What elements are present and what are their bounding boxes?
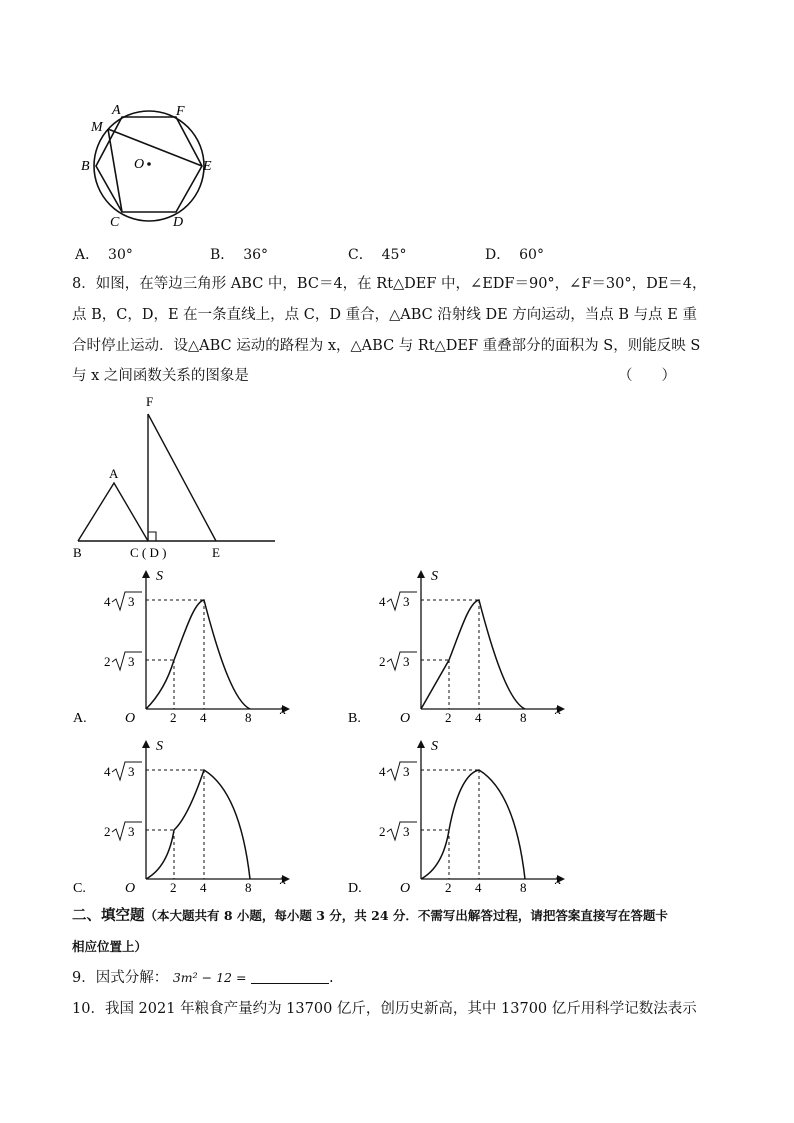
graph-option-label: B. [348, 711, 361, 726]
q8-label-CD: C ( D ) [130, 545, 167, 560]
q7-label-M: M [91, 120, 103, 135]
ylabel-4: 4 [379, 764, 386, 779]
graph-curve [421, 600, 525, 709]
q7-label-C: C [110, 215, 120, 230]
q9-suffix: . [329, 970, 334, 986]
origin-O: O [400, 711, 411, 726]
radicand-3: 3 [403, 654, 410, 669]
radicand-3: 3 [403, 594, 410, 609]
ylabel-2: 2 [379, 824, 386, 839]
ylabel-4: 4 [104, 764, 111, 779]
axis-S: S [156, 569, 163, 584]
q7-label-E: E [203, 159, 212, 174]
option-label: C． [348, 247, 373, 263]
graph-curve [146, 600, 250, 709]
q8-label-A: A [109, 466, 119, 481]
ylabel-4: 4 [379, 594, 386, 609]
radical-sign [112, 592, 142, 610]
option-value: 30° [108, 247, 133, 263]
q8-label-B: B [73, 545, 82, 560]
ylabel-2: 2 [104, 654, 111, 669]
radical-sign [112, 652, 142, 670]
graph-option-label: A. [73, 711, 87, 726]
q9 [72, 968, 334, 988]
option-value: 45° [381, 247, 407, 263]
q8-label-E: E [212, 545, 220, 560]
q8-triangle-figure [70, 392, 280, 564]
q8-line-3: 合时停止运动．设△ABC 运动的路程为 x，△ABC 与 Rt△DEF 重叠部分的面积为 S，则能反映 S [72, 338, 701, 354]
q10-line-1: 10．我国 2021 年粮食产量约为 13700 亿斤，创历史新高，其中 13700 亿斤用科学记数法表示 [72, 1001, 697, 1017]
radicand-3: 3 [128, 594, 135, 609]
q8-line-2: 点 B，C，D，E 在一条直线上，点 C，D 重合，△ABC 沿射线 DE 方向运动，当点 B 与点 E 重 [72, 307, 697, 323]
ylabel-2: 2 [104, 824, 111, 839]
q7-label-A: A [112, 103, 121, 118]
tick-8: 8 [245, 880, 252, 895]
option-label: D． [485, 247, 511, 263]
tick-4: 4 [475, 710, 482, 725]
q7-label-B: B [81, 159, 90, 174]
tick-2: 2 [170, 710, 177, 725]
radicand-3: 3 [128, 764, 135, 779]
ylabel-4: 4 [104, 594, 111, 609]
section-2-header [72, 906, 668, 926]
tick-4: 4 [200, 710, 207, 725]
radical-sign [387, 762, 417, 780]
q8-graph-b [345, 562, 575, 732]
q9-expression: 3m² − 12 = [172, 970, 247, 985]
q8-line-4: 与 x 之间函数关系的图象是 [72, 368, 249, 384]
section-2-desc-2: 相应位置上） [72, 939, 148, 954]
axis-x: x [280, 703, 287, 718]
ylabel-2: 2 [379, 654, 386, 669]
option-value: 60° [519, 247, 544, 263]
tick-2: 2 [445, 710, 452, 725]
q8-line-1: 8．如图，在等边三角形 ABC 中，BC＝4，在 Rt△DEF 中，∠EDF＝90°，∠F＝30°，DE＝4， [72, 276, 707, 292]
radicand-3: 3 [128, 824, 135, 839]
q7-label-D: D [173, 215, 184, 230]
origin-O: O [125, 881, 136, 896]
graph-curve [146, 770, 250, 879]
axis-x: x [280, 873, 287, 888]
axis-x: x [555, 703, 562, 718]
option-label: B． [210, 247, 235, 263]
origin-O: O [400, 881, 411, 896]
q7-label-F: F [176, 104, 185, 119]
graph-guides [146, 770, 204, 879]
q8-graph-a [70, 562, 300, 732]
option-value: 36° [243, 247, 269, 263]
graph-curve [421, 770, 525, 879]
radicand-3: 3 [403, 824, 410, 839]
tick-4: 4 [200, 880, 207, 895]
q7-option-b [210, 244, 268, 264]
graph-option-label: D. [348, 881, 362, 896]
radical-sign [387, 822, 417, 840]
tick-2: 2 [445, 880, 452, 895]
radical-sign [112, 762, 142, 780]
graph-option-label: C. [73, 881, 86, 896]
radicand-3: 3 [403, 764, 410, 779]
section-2-title: 二、填空题 [72, 907, 145, 924]
tick-8: 8 [245, 710, 252, 725]
q7-option-a [75, 244, 133, 264]
q9-answer-blank [251, 969, 329, 984]
section-2-desc-1: （本大题共有 8 小题，每小题 3 分，共 24 分．不需写出解答过程，请把答案直接写在答题卡 [144, 908, 668, 923]
tick-8: 8 [520, 710, 527, 725]
radicand-3: 3 [128, 654, 135, 669]
axis-S: S [431, 569, 438, 584]
radical-sign [387, 652, 417, 670]
q7-option-c [348, 244, 406, 264]
origin-O: O [125, 711, 136, 726]
graph-guides [146, 600, 204, 709]
q7-option-d [485, 244, 544, 264]
axis-S: S [156, 739, 163, 754]
q8-graph-c [70, 732, 300, 902]
radical-sign [387, 592, 417, 610]
tick-4: 4 [475, 880, 482, 895]
q8-graph-d [345, 732, 575, 902]
tick-8: 8 [520, 880, 527, 895]
q7-circle-figure [78, 100, 228, 230]
tick-2: 2 [170, 880, 177, 895]
option-label: A． [75, 247, 100, 263]
q8-answer-paren: （ ） [618, 368, 676, 384]
q8-label-F: F [146, 394, 154, 409]
axis-x: x [555, 873, 562, 888]
radical-sign [112, 822, 142, 840]
q7-label-O: O [134, 157, 145, 172]
q9-prefix: 9．因式分解： [72, 970, 169, 986]
axis-S: S [431, 739, 438, 754]
